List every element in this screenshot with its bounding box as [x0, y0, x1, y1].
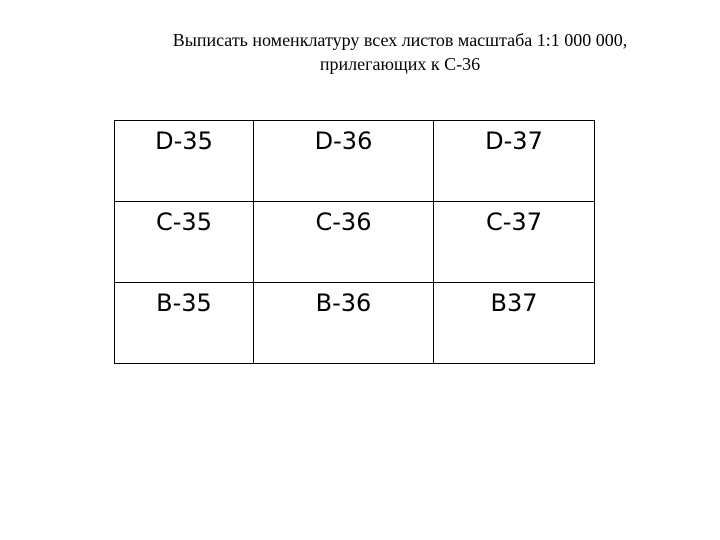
grid-row-d [115, 121, 595, 202]
sheet-cell-b36: B-36 [254, 283, 434, 364]
sheet-cell-b35: B-35 [115, 283, 254, 364]
map-sheet-grid [114, 120, 595, 364]
sheet-cell-c37: C-37 [434, 202, 595, 283]
grid-row-c [115, 202, 595, 283]
sheet-cell-d35: D-35 [115, 121, 254, 202]
task-title-line2: прилегающих к С-36 [319, 54, 481, 74]
task-title-line1: Выписать номенклатуру всех листов масштаба 1:1 000 000, [172, 30, 628, 50]
sheet-cell-d36: D-36 [254, 121, 434, 202]
sheet-cell-d37: D-37 [434, 121, 595, 202]
task-title [95, 28, 705, 76]
grid-row-b [115, 283, 595, 364]
sheet-cell-c36: C-36 [254, 202, 434, 283]
sheet-cell-c35: C-35 [115, 202, 254, 283]
sheet-cell-b37: B37 [434, 283, 595, 364]
